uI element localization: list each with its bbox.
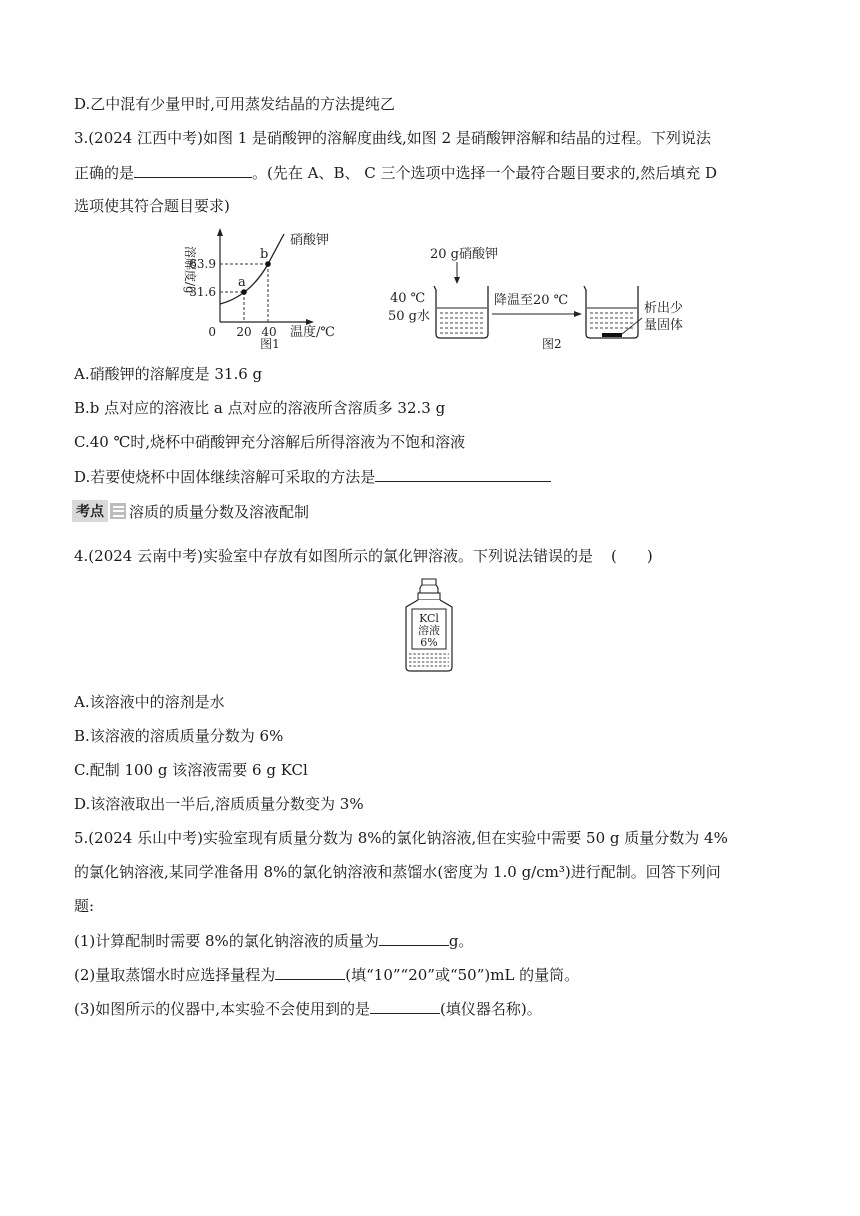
q3-stem-text: 正确的是	[74, 164, 135, 182]
add-kno3-label: 20 g硝酸钾	[430, 247, 498, 262]
q3-option-b: B.b 点对应的溶液比 a 点对应的溶液所含溶质多 32.3 g	[74, 399, 446, 417]
x-tick-20: 20	[236, 325, 252, 339]
temperature-label: 40 ℃	[390, 291, 426, 306]
q4-option-a: A.该溶液中的溶剂是水	[74, 693, 225, 711]
q5-part-1-text: (1)计算配制时需要 8%的氯化钠溶液的质量为	[74, 932, 379, 950]
arrow-label: 降温至20 ℃	[494, 293, 569, 308]
result-label-line2: 量固体	[644, 318, 684, 333]
point-a-label: a	[238, 275, 246, 290]
q4-option-d: D.该溶液取出一半后,溶质质量分数变为 3%	[74, 795, 364, 813]
bottle-label-formula: KCl	[419, 612, 439, 625]
curve-label: 硝酸钾	[290, 233, 330, 248]
figure-1-solubility-curve	[172, 224, 350, 350]
q3-option-d	[74, 466, 551, 487]
q5-part-2-blank[interactable]	[275, 964, 345, 980]
q4-option-b: B.该溶液的溶质质量分数为 6%	[74, 727, 284, 745]
section-header	[72, 500, 309, 522]
q5-part-1-unit: g。	[448, 932, 474, 950]
point-b	[265, 261, 271, 267]
q5-part-1-blank[interactable]	[379, 930, 449, 946]
q3-stem-text-2: 。(先在 A、B、 C 三个选项中选择一个最符合题目要求的,然后填充 D	[252, 164, 718, 182]
q5-part-2-tail: (填“10”“20”或“50”)mL 的量筒。	[345, 966, 580, 984]
section-number-icon	[110, 503, 126, 519]
q5-part-1	[74, 930, 473, 951]
q2-option-d: D.乙中混有少量甲时,可用蒸发结晶的方法提纯乙	[74, 95, 396, 113]
q5-stem-line3: 题:	[74, 897, 95, 915]
y-tick-31-6: 31.6	[189, 285, 216, 299]
q5-part-3-blank[interactable]	[370, 998, 440, 1014]
y-axis-label: 溶解度/g	[183, 246, 197, 294]
q5-part-2-text: (2)量取蒸馏水时应选择量程为	[74, 966, 276, 984]
q5-part-3-text: (3)如图所示的仪器中,本实验不会使用到的是	[74, 1000, 371, 1018]
figure-2-dissolution-process	[380, 240, 710, 352]
x-axis-label: 温度/℃	[290, 325, 335, 340]
q4-option-c: C.配制 100 g 该溶液需要 6 g KCl	[74, 761, 308, 779]
bottle-label-solution: 溶液	[418, 624, 440, 637]
section-title: 溶质的质量分数及溶液配制	[129, 502, 310, 521]
figure-1-caption: 图1	[260, 337, 280, 350]
q3-answer-blank[interactable]	[134, 162, 252, 178]
q5-part-3	[74, 998, 542, 1019]
q5-stem-line1: 5.(2024 乐山中考)实验室现有质量分数为 8%的氯化钠溶液,但在实验中需要 50 g 质量分数为 4%	[74, 829, 728, 847]
q5-stem-line2: 的氯化钠溶液,某同学准备用 8%的氯化钠溶液和蒸馏水(密度为 1.0 g/cm³)进行配制。回答下列问	[74, 863, 721, 881]
precipitated-solid	[602, 333, 622, 337]
section-tag: 考点	[72, 500, 108, 522]
point-a	[241, 289, 247, 295]
origin-label: 0	[208, 325, 216, 339]
bottle-label-percent: 6%	[420, 636, 438, 649]
water-label: 50 g水	[388, 309, 430, 324]
point-b-label: b	[260, 247, 269, 262]
q4-answer-bracket[interactable]: ( )	[610, 547, 653, 565]
q5-part-3-tail: (填仪器名称)。	[440, 1000, 542, 1018]
x-tick-40: 40	[261, 325, 277, 339]
y-tick-63-9: 63.9	[189, 257, 216, 271]
result-label-line1: 析出少	[644, 301, 684, 316]
q4-stem	[74, 546, 653, 566]
q4-stem-text: 4.(2024 云南中考)实验室中存放有如图所示的氯化钾溶液。下列说法错误的是	[74, 547, 593, 565]
figure-2-caption: 图2	[542, 337, 562, 351]
q3-stem-line3: 选项使其符合题目要求)	[74, 197, 230, 215]
q5-part-2	[74, 964, 579, 985]
kcl-bottle	[398, 577, 460, 673]
q3-option-d-text: D.若要使烧杯中固体继续溶解可采取的方法是	[74, 468, 376, 486]
q3-option-d-blank[interactable]	[375, 466, 551, 482]
q3-stem-line2	[74, 162, 717, 183]
q3-option-c: C.40 ℃时,烧杯中硝酸钾充分溶解后所得溶液为不饱和溶液	[74, 433, 466, 451]
q3-stem-line1: 3.(2024 江西中考)如图 1 是硝酸钾的溶解度曲线,如图 2 是硝酸钾溶解和结晶的过程。下列说法	[74, 129, 711, 147]
q3-option-a: A.硝酸钾的溶解度是 31.6 g	[74, 365, 263, 383]
